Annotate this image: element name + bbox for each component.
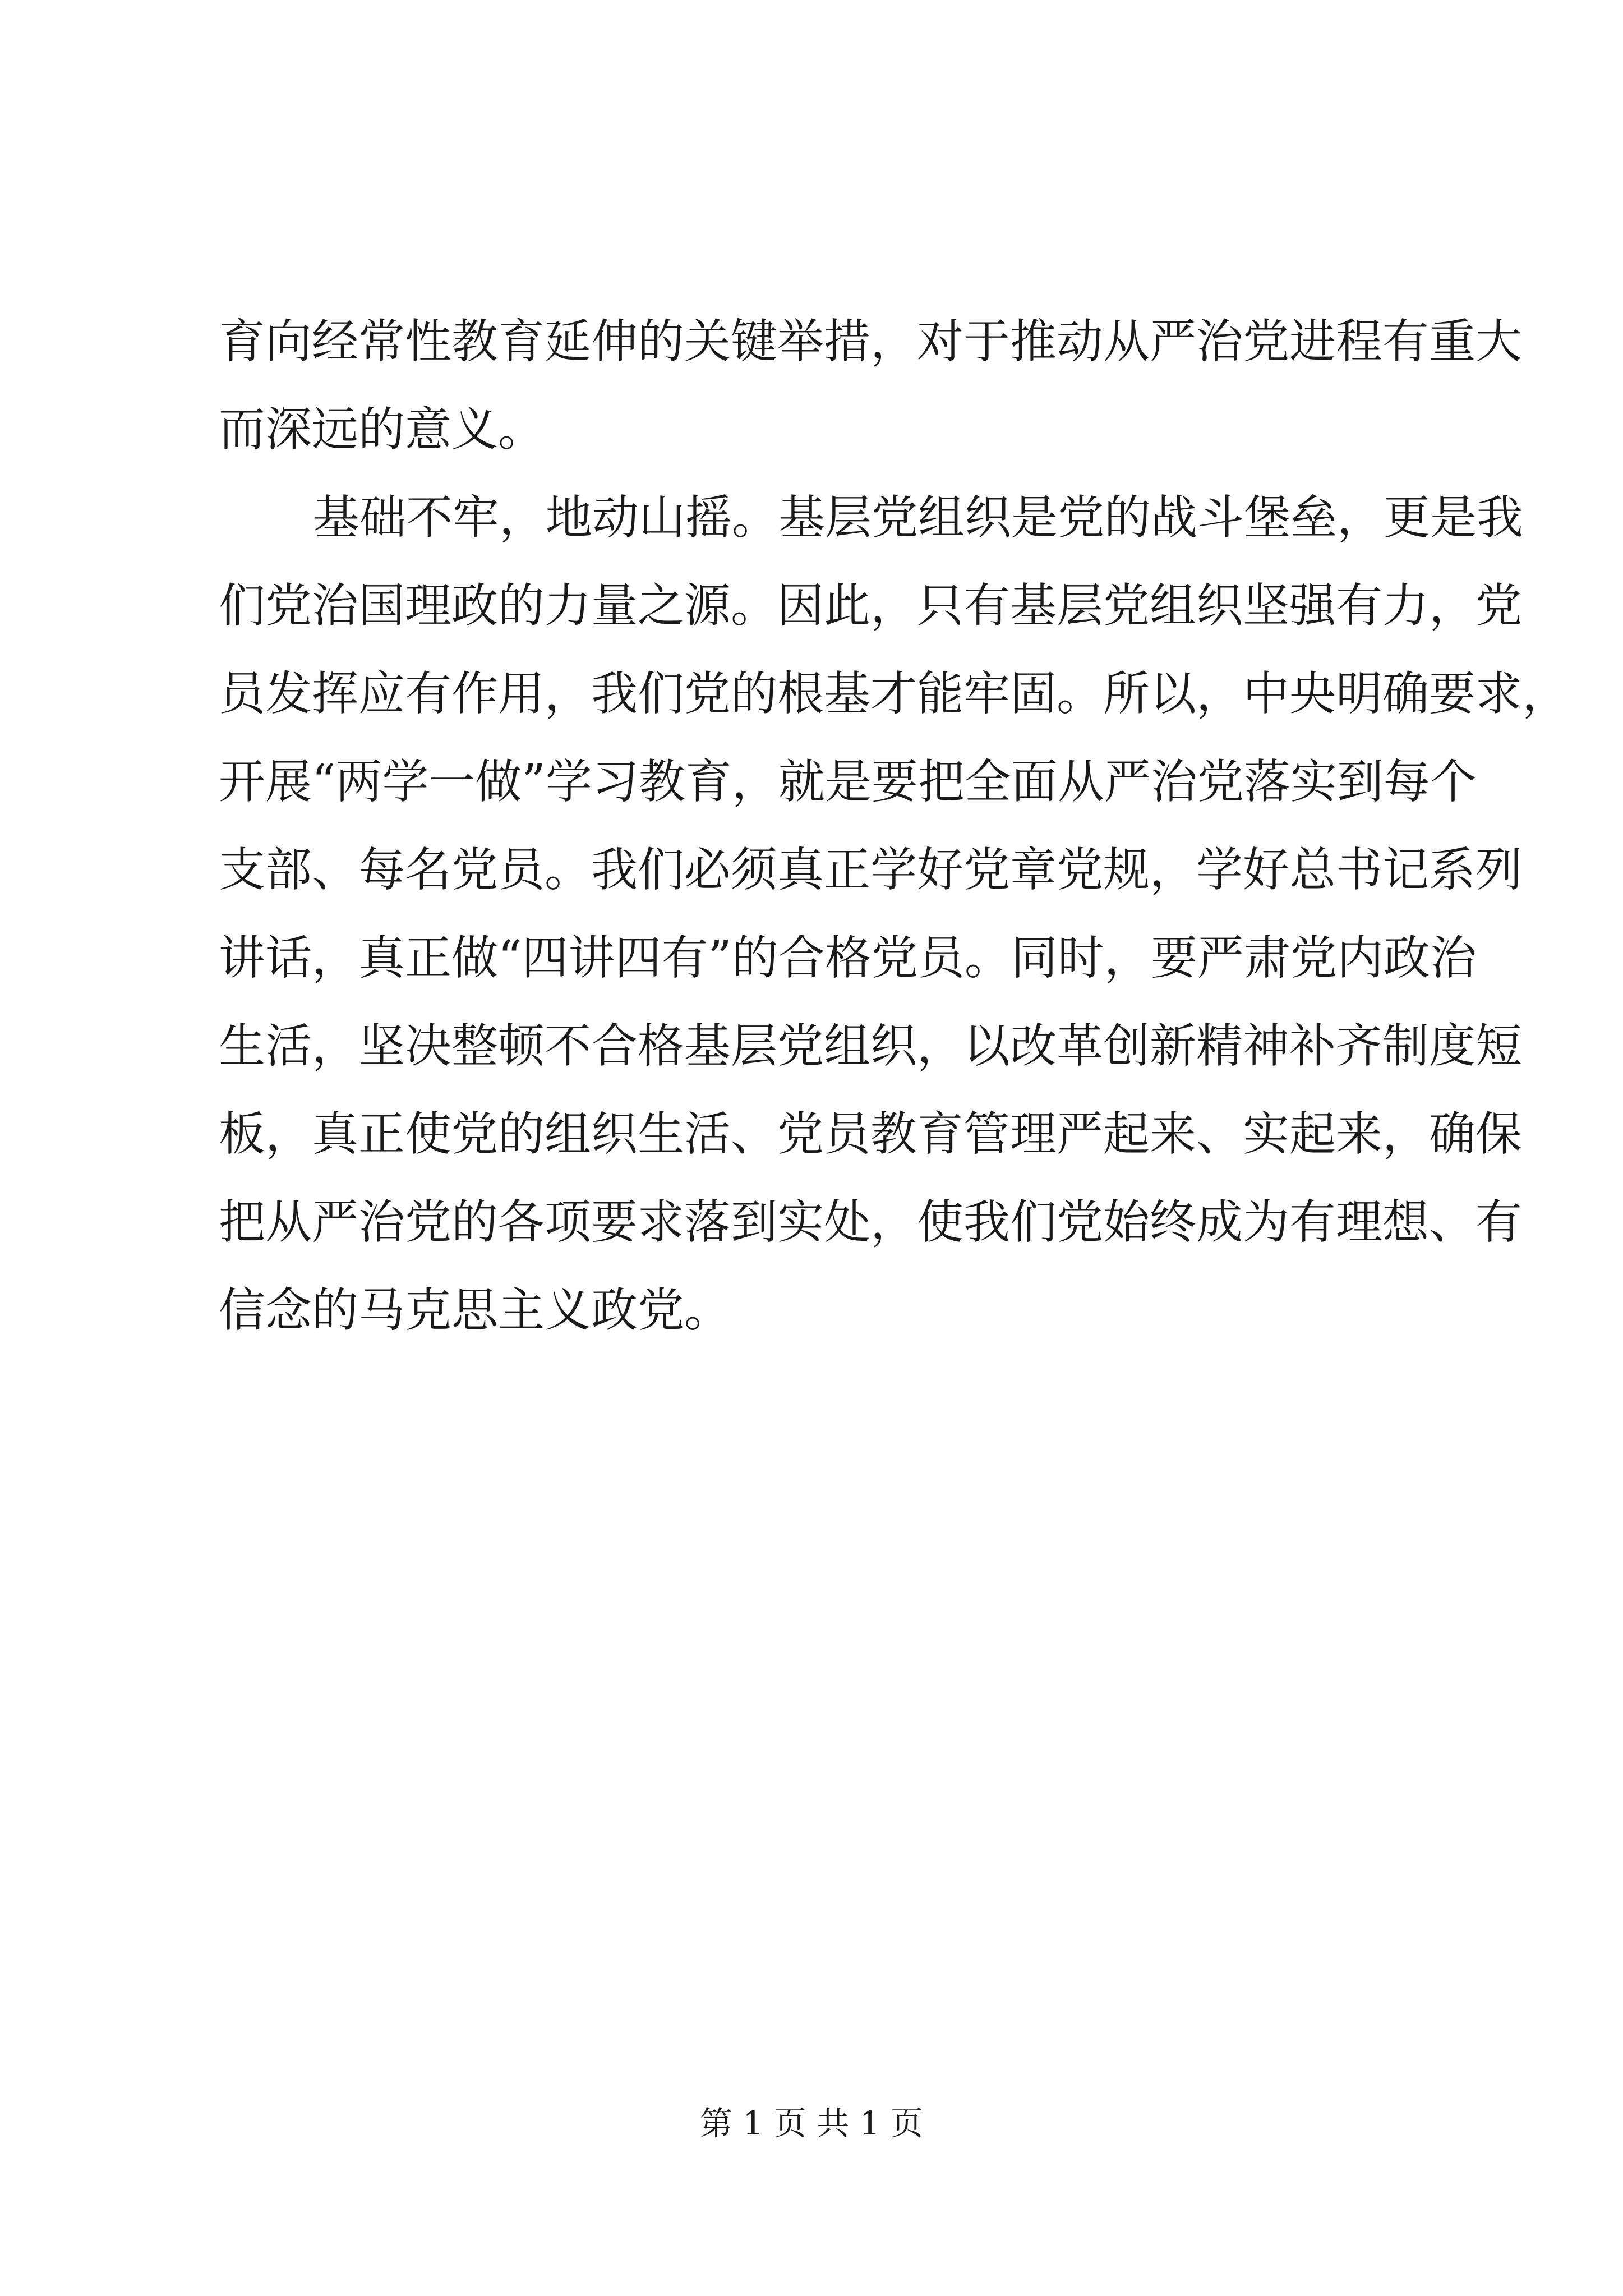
document-body	[219, 297, 1569, 1354]
text-line: 而深远的意义。	[219, 402, 545, 457]
text-line: 把从严治党的各项要求落到实处，使我们党始终成为有理想、有	[219, 1195, 1522, 1249]
text-line: 信念的马克思主义政党。	[219, 1283, 731, 1337]
page-footer: 第 1 页 共 1 页	[700, 2104, 923, 2142]
text-line: 板，真正使党的组织生活、党员教育管理严起来、实起来，确保	[219, 1107, 1522, 1161]
text-line: 员发挥应有作用，我们党的根基才能牢固。所以，中央明确要求，	[219, 666, 1569, 721]
paragraph-2	[219, 473, 1569, 1354]
text-line: 基础不牢，地动山摇。基层党组织是党的战斗堡垒，更是我	[313, 490, 1523, 545]
paragraph-1	[219, 297, 1522, 473]
text-line: 生活，坚决整顿不合格基层党组织，以改革创新精神补齐制度短	[219, 1019, 1522, 1073]
text-line: 讲话，真正做“四讲四有”的合格党员。同时，要严肃党内政治	[219, 931, 1477, 985]
text-line: 开展“两学一做”学习教育，就是要把全面从严治党落实到每个	[219, 754, 1477, 809]
text-line: 育向经常性教育延伸的关键举措，对于推动从严治党进程有重大	[219, 314, 1522, 369]
text-line: 支部、每名党员。我们必须真正学好党章党规，学好总书记系列	[219, 843, 1522, 897]
text-line: 们党治国理政的力量之源。因此，只有基层党组织坚强有力，党	[219, 578, 1522, 633]
